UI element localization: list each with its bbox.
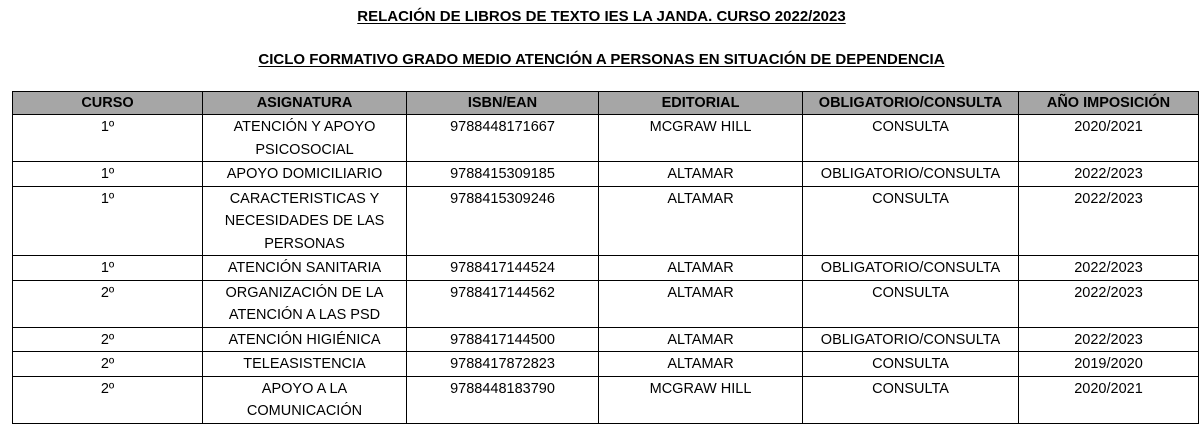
cell-editorial: ALTAMAR bbox=[599, 327, 803, 352]
cell-ano-imposicion: 2022/2023 bbox=[1019, 256, 1199, 281]
table-row bbox=[13, 256, 1199, 281]
header-row bbox=[13, 92, 1199, 115]
table-row bbox=[13, 352, 1199, 377]
table-row bbox=[13, 186, 1199, 256]
cell-editorial: ALTAMAR bbox=[599, 162, 803, 187]
cell-editorial: ALTAMAR bbox=[599, 352, 803, 377]
table-body bbox=[13, 115, 1199, 424]
cell-obligatorio-consulta: CONSULTA bbox=[803, 352, 1019, 377]
cell-asignatura: ORGANIZACIÓN DE LA ATENCIÓN A LAS PSD bbox=[203, 280, 407, 327]
table-row bbox=[13, 162, 1199, 187]
cell-ano-imposicion: 2022/2023 bbox=[1019, 162, 1199, 187]
cell-obligatorio-consulta: OBLIGATORIO/CONSULTA bbox=[803, 162, 1019, 187]
page-subtitle: CICLO FORMATIVO GRADO MEDIO ATENCIÓN A PERSONAS EN SITUACIÓN DE DEPENDENCIA bbox=[258, 51, 945, 68]
textbook-table bbox=[12, 91, 1199, 424]
cell-editorial: ALTAMAR bbox=[599, 280, 803, 327]
cell-asignatura: ATENCIÓN SANITARIA bbox=[203, 256, 407, 281]
cell-ano-imposicion: 2020/2021 bbox=[1019, 376, 1199, 423]
cell-editorial: ALTAMAR bbox=[599, 256, 803, 281]
cell-curso: 1º bbox=[13, 186, 203, 256]
cell-curso: 2º bbox=[13, 352, 203, 377]
cell-editorial: MCGRAW HILL bbox=[599, 376, 803, 423]
cell-ano-imposicion: 2022/2023 bbox=[1019, 186, 1199, 256]
cell-obligatorio-consulta: OBLIGATORIO/CONSULTA bbox=[803, 327, 1019, 352]
cell-obligatorio-consulta: CONSULTA bbox=[803, 376, 1019, 423]
table-header bbox=[13, 92, 1199, 115]
cell-obligatorio-consulta: CONSULTA bbox=[803, 280, 1019, 327]
cell-isbn: 9788448171667 bbox=[407, 115, 599, 162]
cell-asignatura: ATENCIÓN HIGIÉNICA bbox=[203, 327, 407, 352]
cell-curso: 2º bbox=[13, 376, 203, 423]
table-row bbox=[13, 280, 1199, 327]
cell-ano-imposicion: 2019/2020 bbox=[1019, 352, 1199, 377]
column-header-ano-imposicion: AÑO IMPOSICIÓN bbox=[1019, 92, 1199, 115]
column-header-curso: CURSO bbox=[13, 92, 203, 115]
cell-editorial: ALTAMAR bbox=[599, 186, 803, 256]
page-title: RELACIÓN DE LIBROS DE TEXTO IES LA JANDA. CURSO 2022/2023 bbox=[357, 8, 846, 25]
column-header-asignatura: ASIGNATURA bbox=[203, 92, 407, 115]
cell-obligatorio-consulta: CONSULTA bbox=[803, 186, 1019, 256]
column-header-editorial: EDITORIAL bbox=[599, 92, 803, 115]
cell-asignatura: APOYO DOMICILIARIO bbox=[203, 162, 407, 187]
table-row bbox=[13, 327, 1199, 352]
column-header-isbn: ISBN/EAN bbox=[407, 92, 599, 115]
table-row bbox=[13, 115, 1199, 162]
cell-ano-imposicion: 2020/2021 bbox=[1019, 115, 1199, 162]
cell-obligatorio-consulta: CONSULTA bbox=[803, 115, 1019, 162]
column-header-obligatorio-consulta: OBLIGATORIO/CONSULTA bbox=[803, 92, 1019, 115]
table-row bbox=[13, 376, 1199, 423]
cell-curso: 1º bbox=[13, 256, 203, 281]
cell-isbn: 9788448183790 bbox=[407, 376, 599, 423]
cell-asignatura: ATENCIÓN Y APOYO PSICOSOCIAL bbox=[203, 115, 407, 162]
cell-ano-imposicion: 2022/2023 bbox=[1019, 280, 1199, 327]
cell-editorial: MCGRAW HILL bbox=[599, 115, 803, 162]
cell-asignatura: APOYO A LA COMUNICACIÓN bbox=[203, 376, 407, 423]
cell-curso: 1º bbox=[13, 115, 203, 162]
cell-obligatorio-consulta: OBLIGATORIO/CONSULTA bbox=[803, 256, 1019, 281]
cell-curso: 1º bbox=[13, 162, 203, 187]
cell-isbn: 9788417144500 bbox=[407, 327, 599, 352]
cell-curso: 2º bbox=[13, 327, 203, 352]
cell-isbn: 9788417144562 bbox=[407, 280, 599, 327]
cell-isbn: 9788415309185 bbox=[407, 162, 599, 187]
cell-isbn: 9788415309246 bbox=[407, 186, 599, 256]
cell-curso: 2º bbox=[13, 280, 203, 327]
cell-isbn: 9788417144524 bbox=[407, 256, 599, 281]
cell-isbn: 9788417872823 bbox=[407, 352, 599, 377]
cell-asignatura: CARACTERISTICAS Y NECESIDADES DE LAS PERSONAS bbox=[203, 186, 407, 256]
cell-asignatura: TELEASISTENCIA bbox=[203, 352, 407, 377]
cell-ano-imposicion: 2022/2023 bbox=[1019, 327, 1199, 352]
